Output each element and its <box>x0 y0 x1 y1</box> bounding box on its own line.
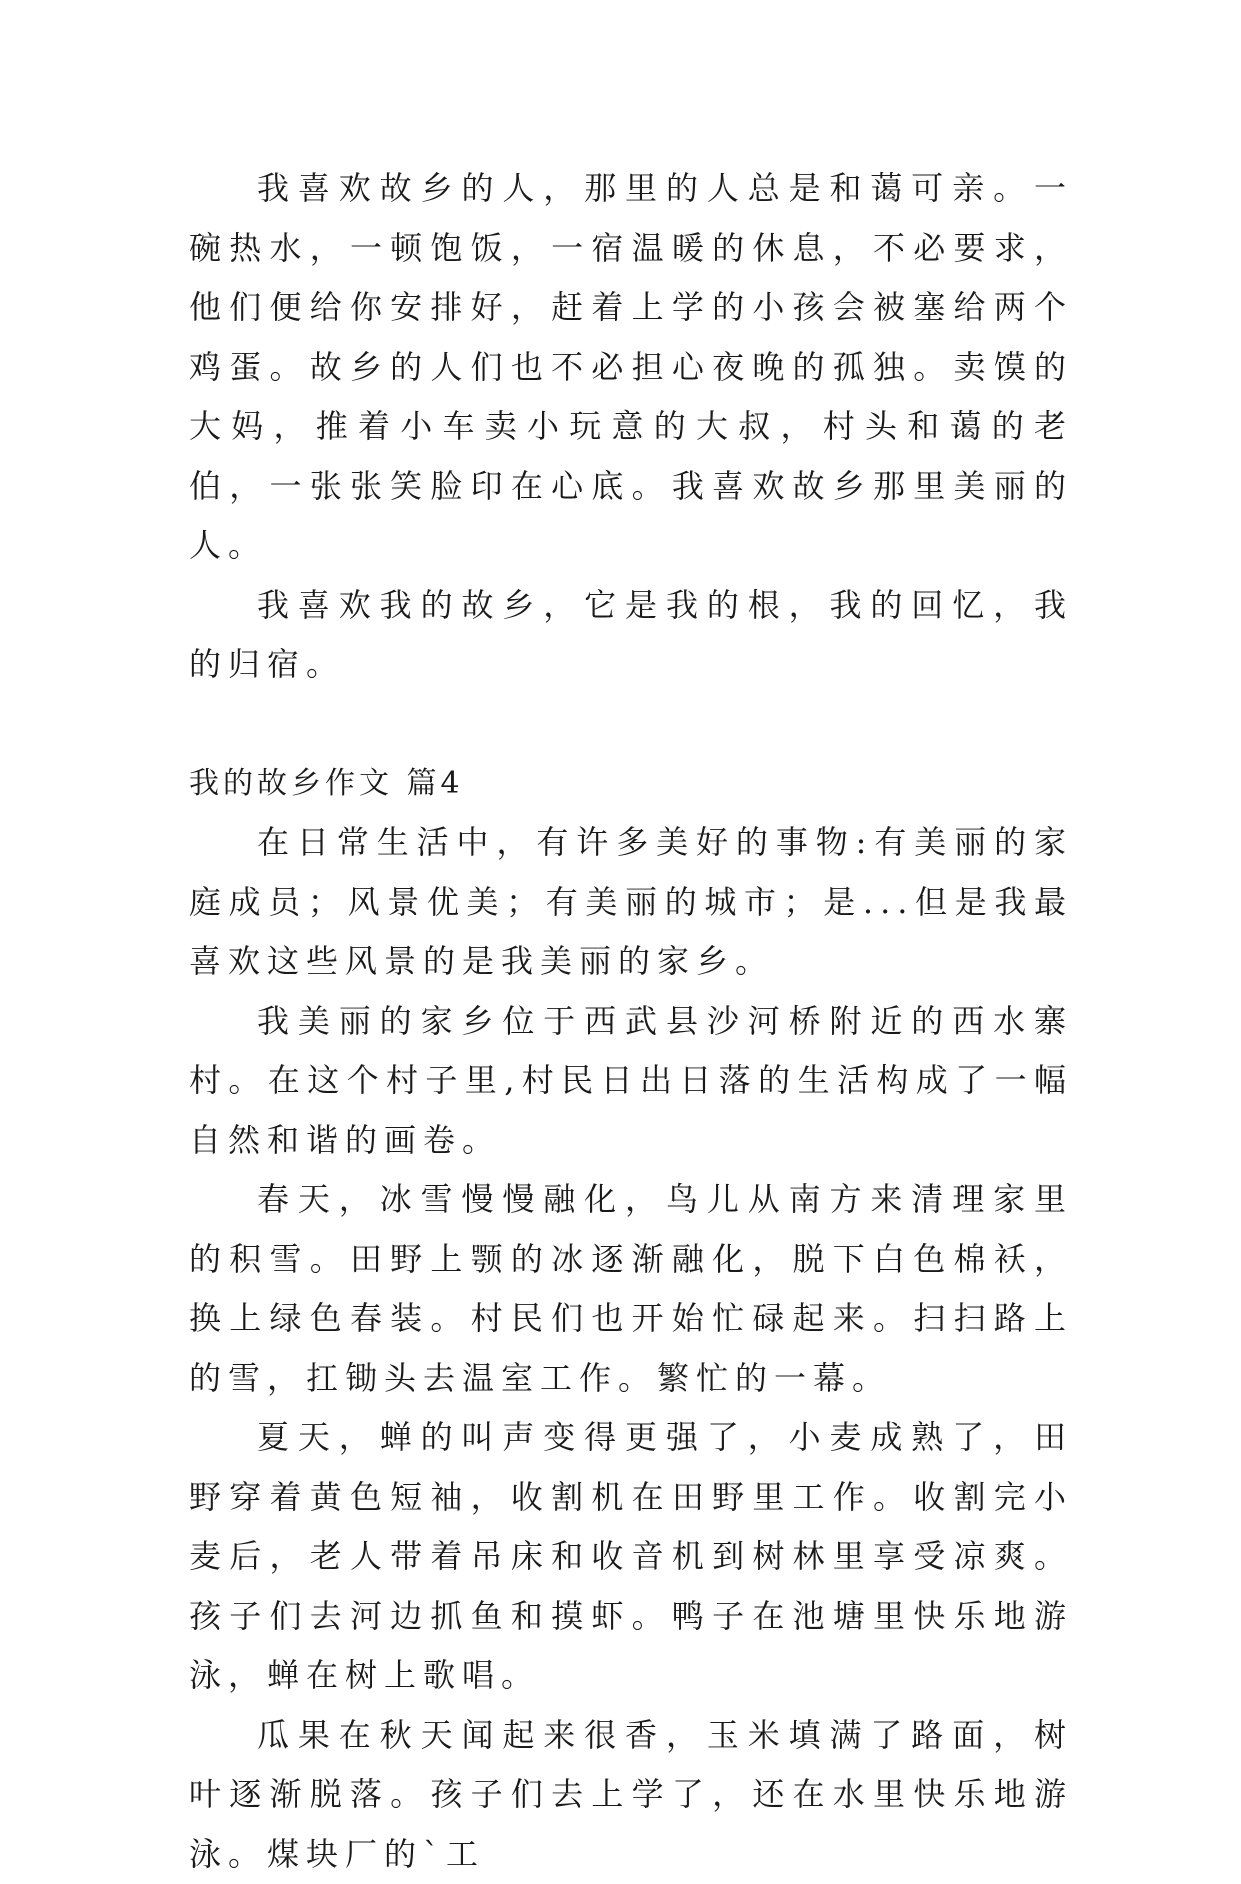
paragraph-village: 我美丽的家乡位于西武县沙河桥附近的西水寨村。在这个村子里,村民日出日落的生活构成了一幅自然和谐的画卷。 <box>189 992 1073 1171</box>
paragraph-intro: 在日常生活中，有许多美好的事物:有美丽的家庭成员；风景优美；有美丽的城市；是...但是我最喜欢这些风景的是我美丽的家乡。 <box>189 813 1073 992</box>
paragraph-summer: 夏天，蝉的叫声变得更强了，小麦成熟了，田野穿着黄色短袖，收割机在田野里工作。收割完小麦后，老人带着吊床和收音机到树林里享受凉爽。孩子们去河边抓鱼和摸虾。鸭子在池塘里快乐地游泳，蝉在树上歌唱。 <box>189 1408 1073 1706</box>
paragraph-autumn: 瓜果在秋天闻起来很香，玉米填满了路面，树叶逐渐脱落。孩子们去上学了，还在水里快乐地游泳。煤块厂的`工 <box>189 1706 1073 1884</box>
document-body <box>189 159 1073 1884</box>
paragraph-hometown-people: 我喜欢故乡的人，那里的人总是和蔼可亲。一碗热水，一顿饱饭，一宿温暖的休息，不必要求，他们便给你安排好，赶着上学的小孩会被塞给两个鸡蛋。故乡的人们也不必担心夜晚的孤独。卖馍的大妈，推着小车卖小玩意的大叔，村头和蔼的老伯，一张张笑脸印在心底。我喜欢故乡那里美丽的人。 <box>189 159 1073 576</box>
section-gap <box>189 695 1073 754</box>
paragraph-hometown-love: 我喜欢我的故乡，它是我的根，我的回忆，我的归宿。 <box>189 576 1073 695</box>
paragraph-spring: 春天，冰雪慢慢融化，鸟儿从南方来清理家里的积雪。田野上颚的冰逐渐融化，脱下白色棉袄，换上绿色春装。村民们也开始忙碌起来。扫扫路上的雪，扛锄头去温室工作。繁忙的一幕。 <box>189 1170 1073 1408</box>
essay-heading: 我的故乡作文 篇4 <box>189 754 1073 814</box>
